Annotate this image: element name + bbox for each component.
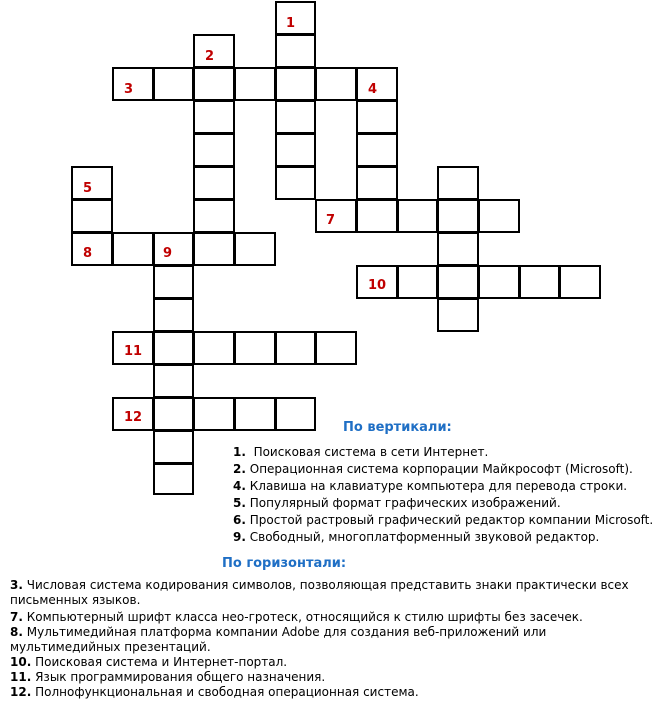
crossword-cell[interactable] xyxy=(275,100,316,134)
crossword-cell[interactable] xyxy=(356,199,398,233)
crossword-cell[interactable] xyxy=(356,133,398,167)
crossword-cell[interactable] xyxy=(193,67,235,101)
crossword-cell[interactable] xyxy=(356,166,398,200)
clue-number-8: 8 xyxy=(83,246,93,261)
crossword-cell[interactable] xyxy=(478,199,520,233)
horizontal-clues-title: По горизонтали: xyxy=(222,556,347,571)
crossword-cell[interactable] xyxy=(234,331,276,365)
crossword-cell[interactable] xyxy=(234,67,276,101)
vertical-clue-5: 5. Популярный формат графических изображений. xyxy=(233,496,561,510)
crossword-cell[interactable] xyxy=(153,67,194,101)
crossword-cell[interactable] xyxy=(234,232,276,266)
crossword-cell[interactable] xyxy=(153,298,194,332)
crossword-cell[interactable] xyxy=(153,463,194,495)
crossword-cell[interactable] xyxy=(275,331,316,365)
crossword-cell[interactable] xyxy=(275,166,316,200)
crossword-cell[interactable] xyxy=(234,397,276,431)
crossword-cell[interactable] xyxy=(437,265,479,299)
horizontal-clue-10: 10. Поисковая система и Интернет-портал. xyxy=(10,655,288,669)
crossword-cell[interactable] xyxy=(275,133,316,167)
clue-number-1: 1 xyxy=(286,16,296,31)
horizontal-clue-8: 8. Мультимедийная платформа компании Adobe для создания веб-приложений или мультимедийных презентаций. xyxy=(10,625,547,654)
crossword-cell[interactable] xyxy=(315,331,357,365)
vertical-clue-6: 6. Простой растровый графический редактор компании Microsoft. xyxy=(233,513,654,527)
horizontal-clue-3: 3. Числовая система кодирования символов, позволяющая представить знаки практически всех письменных языков. xyxy=(10,578,629,607)
clue-number-3: 3 xyxy=(124,82,134,97)
horizontal-clue-7: 7. Компьютерный шрифт класса нео-гротеск, относящийся к стилю шрифты без засечек. xyxy=(10,610,583,624)
crossword-cell[interactable] xyxy=(275,1,316,35)
crossword-cell[interactable] xyxy=(153,265,194,299)
crossword-cell[interactable] xyxy=(153,232,194,266)
crossword-cell[interactable] xyxy=(275,67,316,101)
crossword-cell[interactable] xyxy=(193,232,235,266)
clue-number-9: 9 xyxy=(163,246,173,261)
crossword-cell[interactable] xyxy=(112,232,154,266)
crossword-cell[interactable] xyxy=(356,100,398,134)
vertical-clue-9: 9. Свободный, многоплатформенный звуковой редактор. xyxy=(233,530,600,544)
crossword-cell[interactable] xyxy=(153,397,194,431)
horizontal-clue-11: 11. Язык программирования общего назначения. xyxy=(10,670,326,684)
crossword-cell[interactable] xyxy=(193,331,235,365)
crossword-cell[interactable] xyxy=(437,166,479,200)
crossword-cell[interactable] xyxy=(193,199,235,233)
crossword-cell[interactable] xyxy=(275,397,316,431)
crossword-cell[interactable] xyxy=(153,331,194,365)
vertical-clue-2: 2. Операционная система корпорации Майкрософт (Microsoft). xyxy=(233,462,633,476)
horizontal-clue-12: 12. Полнофункциональная и свободная операционная система. xyxy=(10,685,419,699)
crossword-cell[interactable] xyxy=(315,199,357,233)
crossword-cell[interactable] xyxy=(437,232,479,266)
crossword-cell[interactable] xyxy=(397,265,438,299)
crossword-cell[interactable] xyxy=(519,265,560,299)
clue-number-10: 10 xyxy=(368,278,387,293)
crossword-cell[interactable] xyxy=(193,166,235,200)
clue-number-4: 4 xyxy=(368,82,378,97)
crossword-cell[interactable] xyxy=(193,397,235,431)
crossword-cell[interactable] xyxy=(153,430,194,464)
clue-number-12: 12 xyxy=(124,410,143,425)
crossword-cell[interactable] xyxy=(315,67,357,101)
crossword-cell[interactable] xyxy=(559,265,601,299)
clue-number-2: 2 xyxy=(205,49,215,64)
vertical-clue-1: 1. Поисковая система в сети Интернет. xyxy=(233,445,489,459)
vertical-clue-4: 4. Клавиша на клавиатуре компьютера для перевода строки. xyxy=(233,479,628,493)
crossword-cell[interactable] xyxy=(275,34,316,68)
clue-number-5: 5 xyxy=(83,181,93,196)
crossword-cell[interactable] xyxy=(437,298,479,332)
crossword-cell[interactable] xyxy=(153,364,194,398)
clue-number-11: 11 xyxy=(124,344,143,359)
crossword-cell[interactable] xyxy=(71,199,113,233)
crossword-cell[interactable] xyxy=(193,100,235,134)
crossword-cell[interactable] xyxy=(437,199,479,233)
crossword-cell[interactable] xyxy=(478,265,520,299)
clue-number-7: 7 xyxy=(326,213,336,228)
crossword-cell[interactable] xyxy=(397,199,438,233)
crossword-cell[interactable] xyxy=(193,133,235,167)
vertical-clues-title: По вертикали: xyxy=(343,420,452,435)
